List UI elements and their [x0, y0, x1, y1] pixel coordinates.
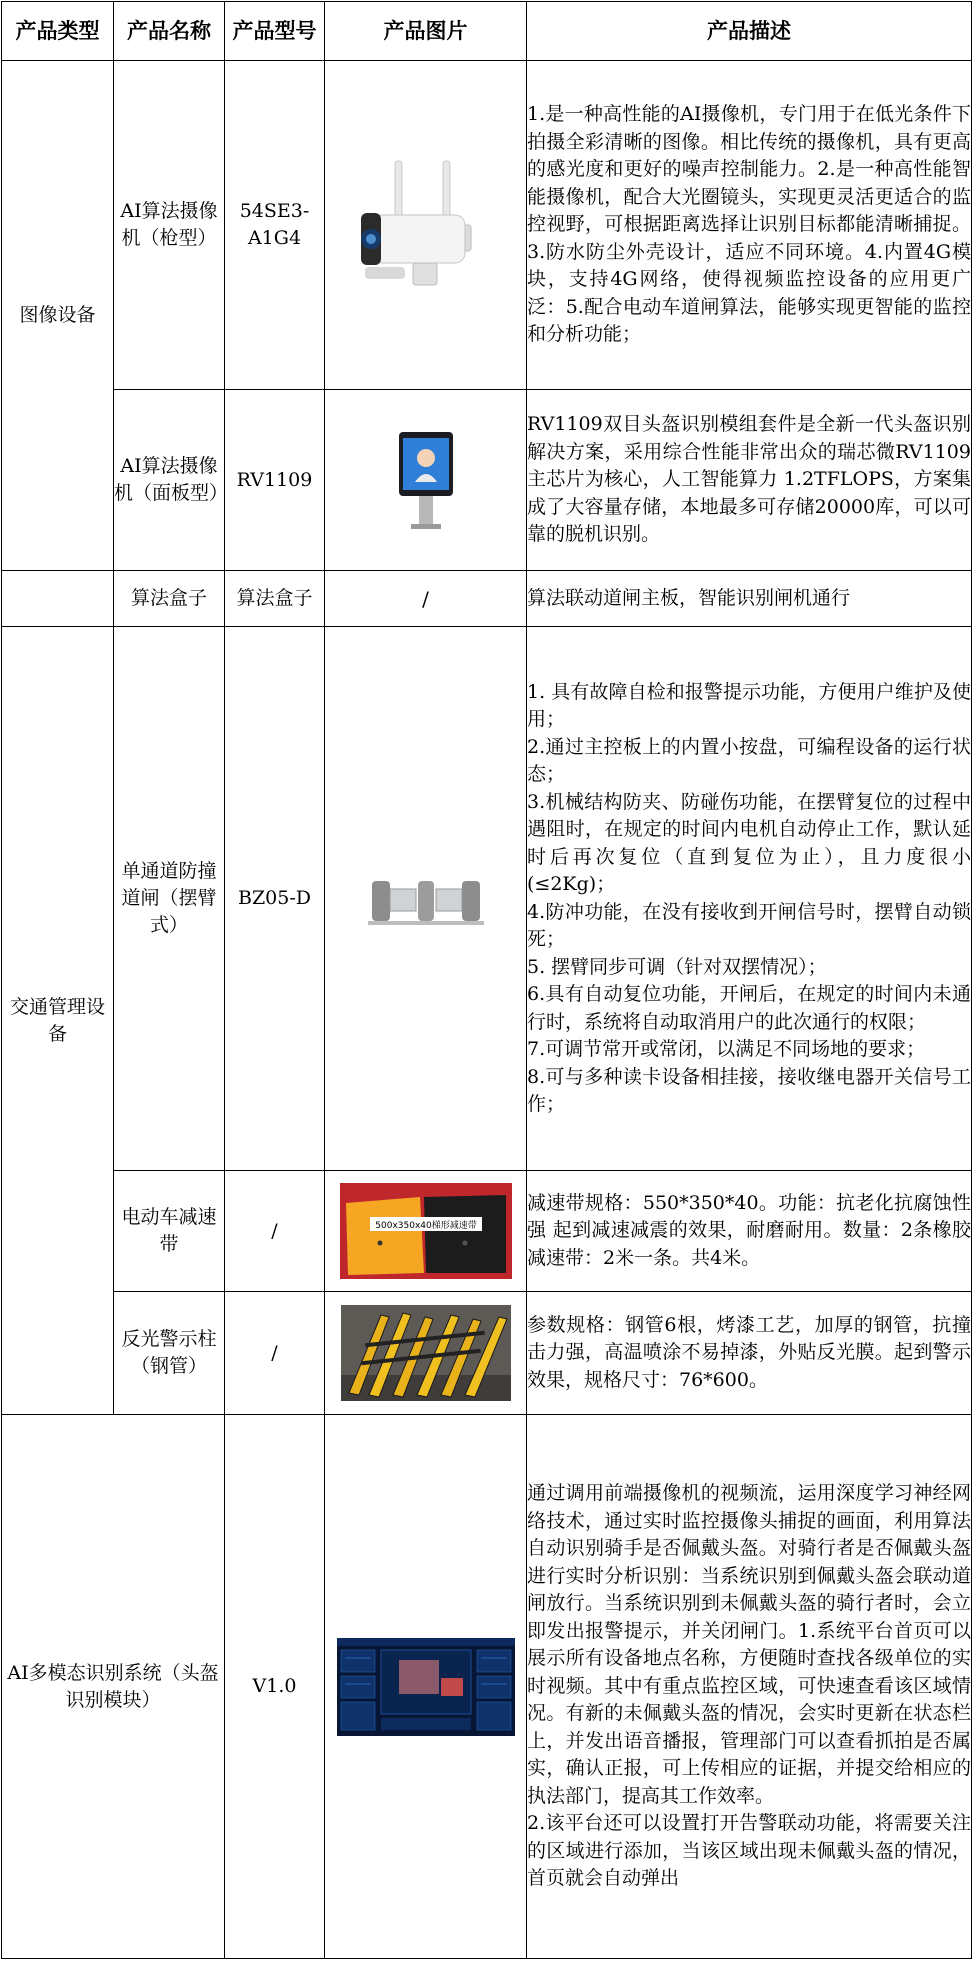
product-name-cell: 反光警示柱（钢管）: [114, 1292, 225, 1415]
product-spec-table: [1, 1, 972, 1959]
product-model-cell: /: [225, 1292, 325, 1415]
product-image-cell: [325, 627, 527, 1171]
description-line: 1. 具有故障自检和报警提示功能，方便用户维护及使用；: [527, 680, 971, 730]
product-image-cell: [325, 390, 527, 571]
category-cell: 交通管理设备: [2, 627, 114, 1415]
product-image-cell: /: [325, 571, 527, 627]
product-description-cell: [527, 1415, 972, 1959]
description-line: 4.防冲功能，在没有接收到开闸信号时，摆臂自动锁死；: [527, 900, 971, 950]
product-model-cell: V1.0: [225, 1415, 325, 1959]
table-row: [2, 1171, 972, 1292]
product-name-cell: AI多模态识别系统（头盔识别模块）: [2, 1415, 225, 1959]
product-model-cell: 54SE3-A1G4: [225, 61, 325, 390]
table-row: [2, 571, 972, 627]
description-line: 8.可与多种读卡设备相挂接，接收继电器开关信号工作；: [527, 1065, 971, 1115]
header-product-model: 产品型号: [225, 2, 325, 61]
product-image-cell: [325, 61, 527, 390]
product-description-cell: 减速带规格：550*350*40。功能：抗老化抗腐蚀性强 起到减速减震的效果，耐磨耐用。数量：2条橡胶减速带：2米一条。共4米。: [527, 1171, 972, 1292]
description-line: 6.具有自动复位功能，开闸后，在规定的时间内未通行时，系统将自动取消用户的此次通行的权限；: [527, 983, 971, 1033]
product-image-cell: [325, 1292, 527, 1415]
description-line: 5. 摆臂同步可调（针对双摆情况）；: [527, 955, 827, 978]
header-product-image: 产品图片: [325, 2, 527, 61]
product-description-cell: 算法联动道闸主板，智能识别闸机通行: [527, 571, 972, 627]
bullet-camera-image: [351, 155, 501, 295]
product-name-cell: 电动车减速带: [114, 1171, 225, 1292]
category-cell: 图像设备: [2, 61, 114, 571]
warning-posts-image: [341, 1305, 511, 1401]
swing-gate-image: [366, 869, 486, 929]
table-row: [2, 627, 972, 1171]
product-model-cell: 算法盒子: [225, 571, 325, 627]
product-image-cell: [325, 1415, 527, 1959]
face-panel-terminal-image: [391, 430, 461, 530]
product-description-cell: 1.是一种高性能的AI摄像机，专门用于在低光条件下拍摄全彩清晰的图像。相比传统的摄像机，具有更高的感光度和更好的噪声控制能力。2.是一种高性能智能摄像机，配合大光圈镜头，实现更灵活更适合的监控视野，可根据距离选择让识别目标都能清晰捕捉。3.防水防尘外壳设计，适应不同环境。4.内置4G模块，支持4G网络，使得视频监控设备的应用更广泛：5.配合电动车道闸算法，能够实现更智能的监控和分析功能；: [527, 61, 972, 390]
header-row: [2, 2, 972, 61]
speed-bump-image: [340, 1183, 512, 1279]
product-description-cell: RV1109双目头盔识别模组套件是全新一代头盔识别解决方案，采用综合性能非常出众的瑞芯微RV1109主芯片为核心，人工智能算力 1.2TFLOPS，方案集成了大容量存储，本地最多可存储20000库，可以可靠的脱机识别。: [527, 390, 972, 571]
table-row: [2, 390, 972, 571]
product-name-cell: AI算法摄像机（枪型）: [114, 61, 225, 390]
header-product-type: 产品类型: [2, 2, 114, 61]
product-image-cell: [325, 1171, 527, 1292]
product-model-cell: /: [225, 1171, 325, 1292]
product-name-cell: AI算法摄像机（面板型）: [114, 390, 225, 571]
product-model-cell: BZ05-D: [225, 627, 325, 1171]
description-line: 2.通过主控板上的内置小按盘，可编程设备的运行状态；: [527, 735, 971, 785]
description-line: 3.机械结构防夹、防碰伤功能，在摆臂复位的过程中遇阻时，在规定的时间内电机自动停止工作，默认延时后再次复位（直到复位为止），且力度很小(≤2Kg)；: [527, 790, 971, 895]
product-description-cell: [527, 627, 972, 1171]
category-cell: [2, 571, 114, 627]
monitoring-platform-screenshot: [337, 1638, 515, 1736]
product-name-cell: 算法盒子: [114, 571, 225, 627]
description-line: 通过调用前端摄像机的视频流，运用深度学习神经网络技术，通过实时监控摄像头捕捉的画面，利用算法自动识别骑手是否佩戴头盔。对骑行者是否佩戴头盔进行实时分析识别：当系统识别到佩戴头盔会联动道闸放行。当系统识别到未佩戴头盔的骑行者时，会立即发出报警提示，并关闭闸门。1.系统平台首页可以展示所有设备地点名称，方便随时查找各级单位的实时视频。其中有重点监控区域，可快速查看该区域情况。有新的未佩戴头盔的情况，会实时更新在状态栏上，并发出语音播报，管理部门可以查看抓拍是否属实，确认正报，可上传相应的证据，并提交给相应的执法部门，提高其工作效率。: [527, 1482, 971, 1807]
header-product-name: 产品名称: [114, 2, 225, 61]
description-line: 7.可调节常开或常闭，以满足不同场地的要求；: [527, 1038, 926, 1060]
table-row: [2, 61, 972, 390]
speed-bump-label: 500x350x40梯形减速带: [374, 1221, 477, 1231]
header-product-description: 产品描述: [527, 2, 972, 61]
table-row: [2, 1415, 972, 1959]
product-description-cell: 参数规格：钢管6根，烤漆工艺，加厚的钢管，抗撞击力强，高温喷涂不易掉漆，外贴反光膜。起到警示效果，规格尺寸：76*600。: [527, 1292, 972, 1415]
description-line: 2.该平台还可以设置打开告警联动功能，将需要关注的区域进行添加，当该区域出现未佩戴头盔的情况，首页就会自动弹出: [527, 1812, 971, 1890]
product-model-cell: RV1109: [225, 390, 325, 571]
product-name-cell: 单通道防撞道闸（摆臂式）: [114, 627, 225, 1171]
table-row: [2, 1292, 972, 1415]
